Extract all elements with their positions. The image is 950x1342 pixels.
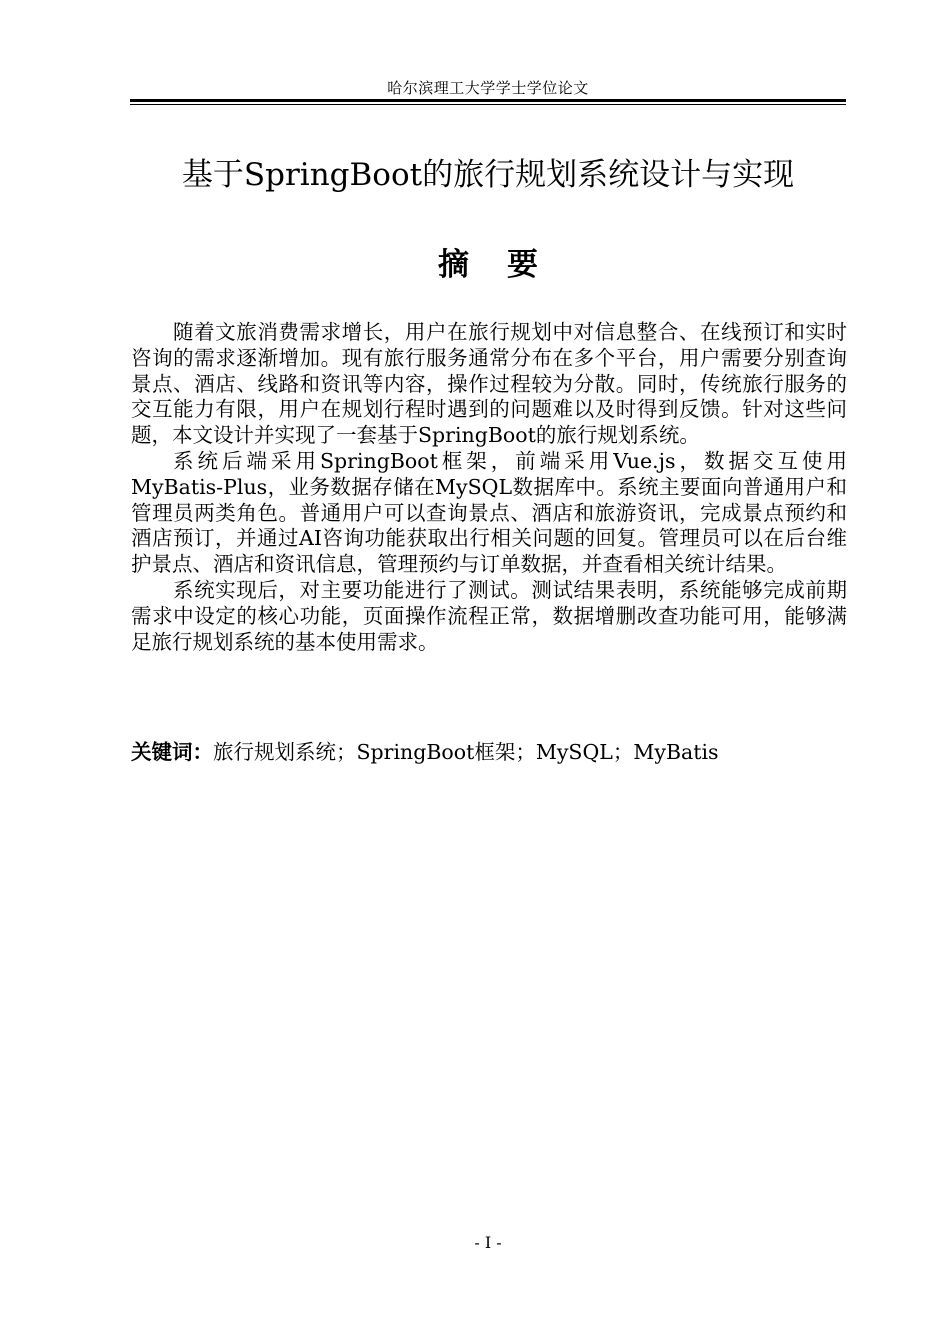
keywords-label: 关键词： — [131, 740, 213, 764]
page-number: - I - — [474, 1233, 502, 1252]
header-rule-thick — [130, 99, 846, 102]
abstract-heading: 摘要 — [438, 247, 576, 283]
abstract-body — [131, 320, 847, 655]
abstract-paragraph-3: 系统实现后，对主要功能进行了测试。测试结果表明，系统能够完成前期需求中设定的核心功能，页面操作流程正常，数据增删改查功能可用，能够满足旅行规划系统的基本使用需求。 — [131, 577, 847, 654]
header-rule-thin — [130, 104, 846, 105]
keywords-line — [131, 738, 847, 766]
paper-title: 基于SpringBoot的旅行规划系统设计与实现 — [181, 157, 795, 193]
abstract-paragraph-2: 系统后端采用SpringBoot框架，前端采用Vue.js，数据交互使用MyBatis-Plus，业务数据存储在MySQL数据库中。系统主要面向普通用户和管理员两类角色。普通用户可以查询景点、酒店和旅游资讯，完成景点预约和酒店预订，并通过AI咨询功能获取出行相关问题的回复。管理员可以在后台维护景点、酒店和资讯信息，管理预约与订单数据，并查看相关统计结果。 — [131, 448, 847, 577]
abstract-paragraph-1: 随着文旅消费需求增长，用户在旅行规划中对信息整合、在线预订和实时咨询的需求逐渐增加。现有旅行服务通常分布在多个平台，用户需要分别查询景点、酒店、线路和资讯等内容，操作过程较为分散。同时，传统旅行服务的交互能力有限，用户在规划行程时遇到的问题难以及时得到反馈。针对这些问题，本文设计并实现了一套基于SpringBoot的旅行规划系统。 — [131, 320, 847, 448]
running-header: 哈尔滨理工大学学士学位论文 — [387, 79, 589, 97]
keywords-list: 旅行规划系统；SpringBoot框架；MySQL；MyBatis — [213, 740, 719, 764]
